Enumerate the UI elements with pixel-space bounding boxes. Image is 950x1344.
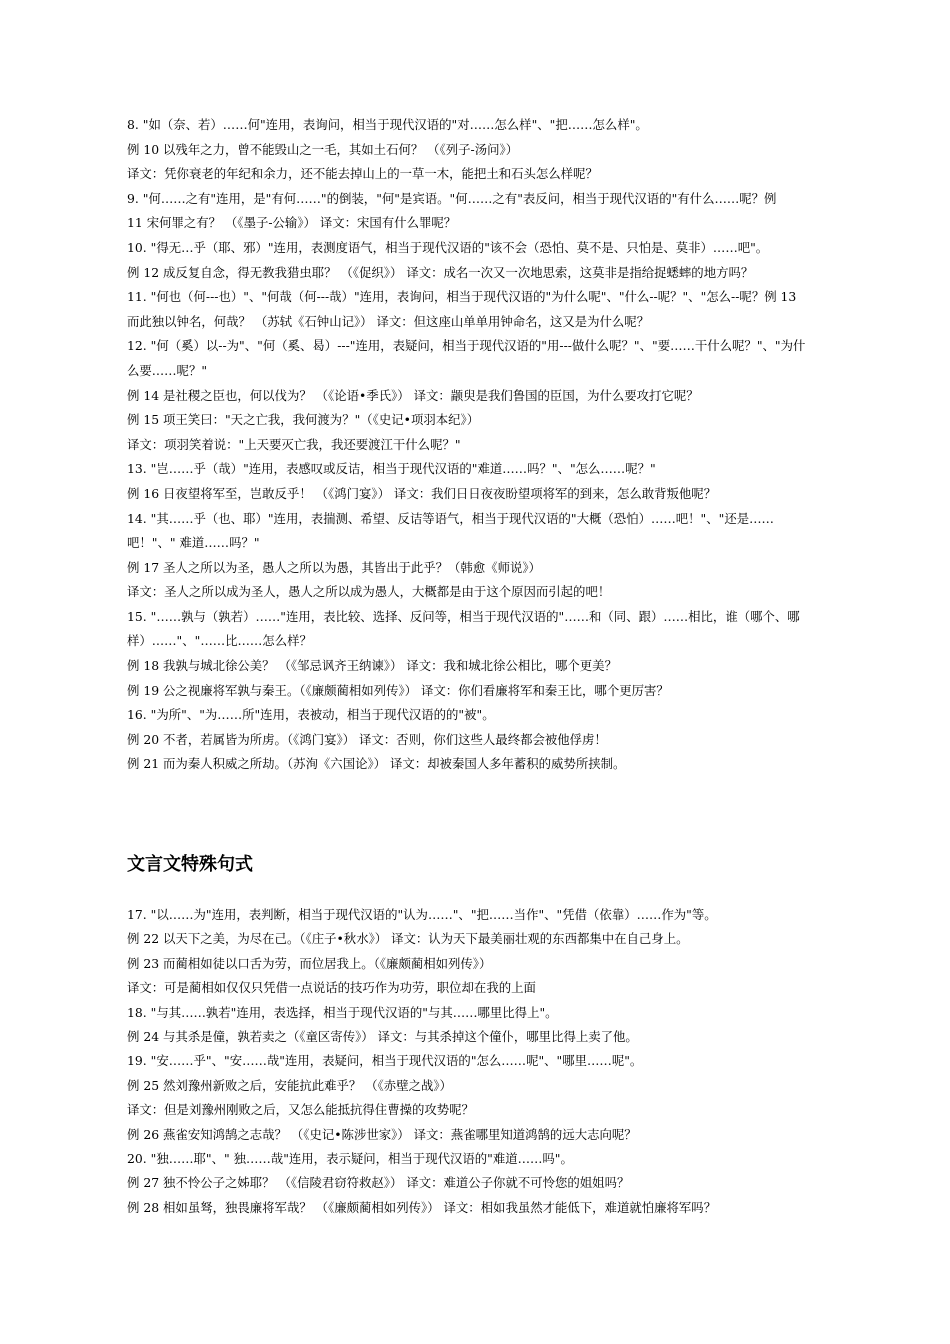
text-line: 例 19 公之视廉将军孰与秦王。（《廉颇蔺相如列传》） 译文：你们看廉将军和秦王比，哪个更厉害？ [127, 682, 669, 698]
text-line: 18. "与其……孰若"连用，表选择，相当于现代汉语的"与其……哪里比得上"。 [127, 1004, 558, 1020]
text-line: 译文：凭你衰老的年纪和余力，还不能去掉山上的一草一木，能把土和石头怎么样呢？ [127, 166, 598, 182]
text-line: 例 22 以天下之美，为尽在己。（《庄子•秋水》） 译文：认为天下最美丽壮观的东西都集中在自己身上。 [127, 931, 689, 947]
text-line: 而此独以钟名，何哉？ （苏轼《石钟山记》） 译文：但这座山单单用钟命名，这又是为什么呢？ [127, 313, 650, 329]
text-line: 例 28 相如虽驽，独畏廉将军哉？ （《廉颇蔺相如列传》） 译文：相如我虽然才能低下，难道就怕廉将军吗？ [127, 1199, 717, 1215]
text-line: 例 25 然刘豫州新败之后，安能抗此难乎？ （《赤壁之战》） [127, 1077, 452, 1093]
text-line: 译文：但是刘豫州刚败之后，又怎么能抵抗得住曹操的攻势呢？ [127, 1102, 474, 1118]
text-line: 16. "为所"、"为……所"连用，表被动，相当于现代汉语的的"被"。 [127, 707, 495, 723]
text-line: 例 23 而蔺相如徒以口舌为劳，而位居我上。（《廉颇蔺相如列传》） [127, 955, 492, 971]
text-line: 例 15 项王笑曰："天之亡我，我何渡为？"（《史记•项羽本纪》） [127, 412, 480, 428]
text-line: 例 17 圣人之所以为圣，愚人之所以为愚，其皆出于此乎？（韩愈《师说》） [127, 559, 541, 575]
text-line: 17. "以……为"连用，表判断，相当于现代汉语的"认为……"、"把……当作"、"凭借（依靠）……作为"等。 [127, 907, 717, 922]
text-line: 20. "独……耶"、" 独……哉"连用，表示疑问，相当于现代汉语的"难道……吗"。 [127, 1150, 573, 1166]
text-line: 10. "得无…乎（耶、邪）"连用，表测度语气，相当于现代汉语的"该不会（恐怕、莫不是、只怕是、莫非）……吧"。 [127, 239, 769, 255]
text-line: 例 20 不者，若属皆为所虏。（《鸿门宴》） 译文：否则，你们这些人最终都会被他俘虏！ [127, 731, 607, 747]
text-line: 15. "……孰与（孰若）……"连用，表比较、选择、反问等，相当于现代汉语的"……和（同、跟）……相比，谁（哪个、哪 [127, 608, 800, 624]
text-line: 样）……"、"……比……怎么样？ [127, 633, 312, 649]
text-line: 吧！"、" 难道……吗？" [127, 535, 260, 551]
text-line: 例 16 日夜望将军至，岂敢反乎！ （《鸿门宴》） 译文：我们日日夜夜盼望项将军的到来，怎么敢背叛他呢？ [127, 485, 717, 501]
section-2-text [127, 903, 852, 1220]
text-line: 例 10 以残年之力，曾不能毁山之一毛，其如土石何？ （《列子-汤问》） [127, 141, 519, 157]
text-line: 11. "何也（何---也）"、"何哉（何---哉）"连用，表询问，相当于现代汉语的"为什么呢"、"什么--呢？"、"怎么--呢？例 13 [127, 289, 797, 305]
text-line: 例 12 成反复自念，得无教我猎虫耶？ （《促织》） 译文：成名一次又一次地思索，这莫非是指给捉蟋蟀的地方吗？ [127, 264, 754, 280]
text-line: 译文：圣人之所以成为圣人，愚人之所以成为愚人，大概都是由于这个原因而引起的吧！ [127, 584, 611, 600]
text-line: 19. "安……乎"、"安……哉"连用，表疑问，相当于现代汉语的"怎么……呢"、"哪里……呢"。 [127, 1053, 643, 1069]
text-line: 例 14 是社稷之臣也，何以伐为？ （《论语•季氏》） 译文：颛臾是我们鲁国的臣国，为什么要攻打它呢？ [127, 387, 699, 403]
section-heading: 文言文特殊句式 [127, 854, 253, 875]
text-line: 例 26 燕雀安知鸿鹄之志哉？ （《史记•陈涉世家》） 译文：燕雀哪里知道鸿鹄的远大志向呢？ [127, 1126, 637, 1142]
text-line: 例 27 独不怜公子之姊耶？ （《信陵君窃符救赵》） 译文：难道公子你就不可怜您的姐姐吗？ [127, 1175, 630, 1191]
section-1-text [127, 113, 852, 777]
text-line: 8. "如（奈、若）……何"连用，表询问，相当于现代汉语的"对……怎么样"、"把……怎么样"。 [127, 117, 648, 132]
text-line: 么要……呢？" [127, 362, 208, 378]
text-line: 11 宋何罪之有？ （《墨子-公输》） 译文：宋国有什么罪呢？ [127, 215, 457, 231]
text-line: 14. "其……乎（也、耶）"连用，表揣测、希望、反诘等语气，相当于现代汉语的"大概（恐怕）……吧！"、"还是…… [127, 510, 774, 526]
text-line: 例 21 而为秦人积威之所劫。（苏洵《六国论》） 译文：却被秦国人多年蓄积的威势所挟制。 [127, 756, 626, 772]
text-line: 译文：项羽笑着说："上天要灭亡我，我还要渡江干什么呢？" [127, 436, 461, 452]
text-line: 9. "何……之有"连用，是"有何……"的倒装，"何"是宾语。"何……之有"表反问，相当于现代汉语的"有什么……呢？例 [127, 190, 777, 206]
text-line: 13. "岂……乎（哉）"连用，表感叹或反诘，相当于现代汉语的"难道……吗？"、"怎么……呢？" [127, 461, 656, 477]
text-line: 12. "何（奚）以--为"、"何（奚、曷）---"连用，表疑问，相当于现代汉语的"用---做什么呢？"、"要……干什么呢？"、"为什 [127, 338, 806, 354]
text-line: 例 18 我孰与城北徐公美？ （《邹忌讽齐王纳谏》） 译文：我和城北徐公相比，哪个更美？ [127, 658, 617, 674]
text-line: 译文：可是蔺相如仅仅只凭借一点说话的技巧作为功劳，职位却在我的上面 [127, 980, 536, 996]
text-line: 例 24 与其杀是僮，孰若卖之（《童区寄传》） 译文：与其杀掉这个僮仆，哪里比得上卖了他。 [127, 1028, 638, 1044]
